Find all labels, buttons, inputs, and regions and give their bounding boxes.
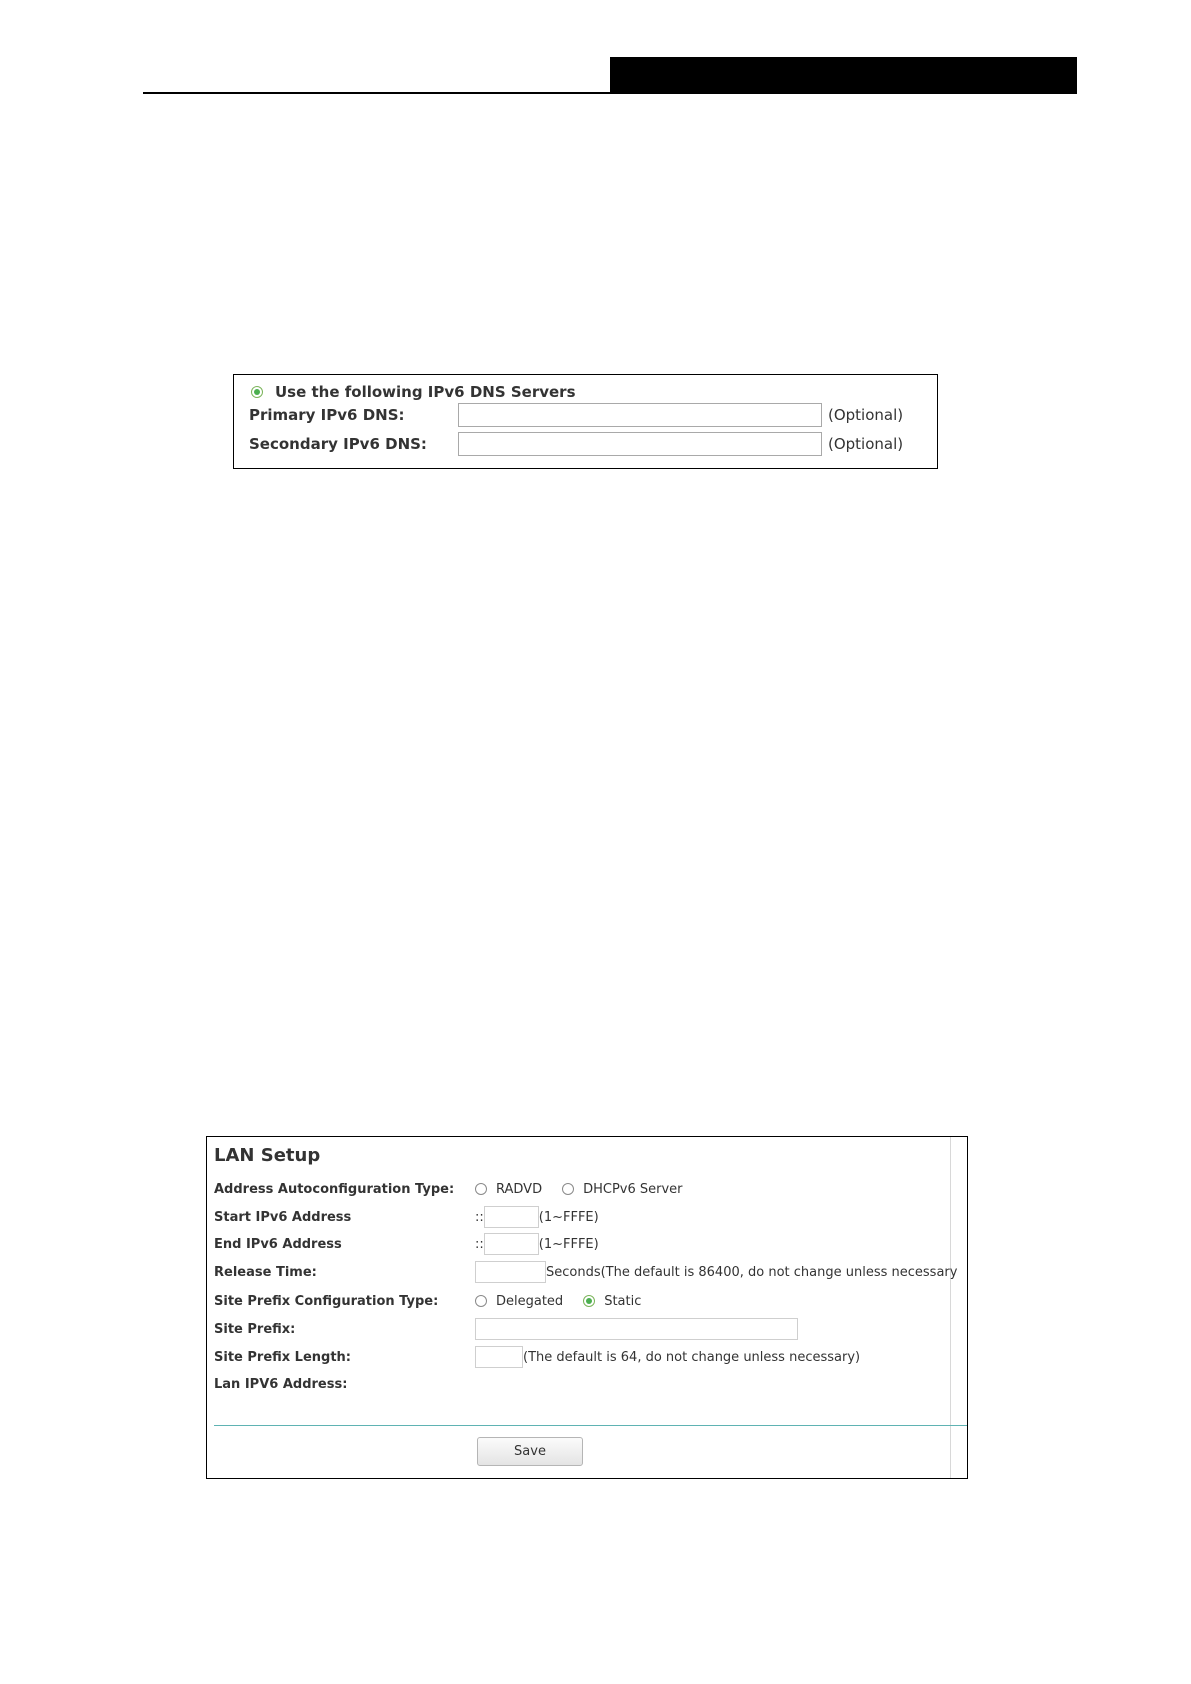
lan-setup-panel	[206, 1136, 968, 1479]
site-prefix-length-input[interactable]	[475, 1346, 523, 1368]
release-time-input[interactable]	[475, 1261, 546, 1283]
end-ipv6-input[interactable]	[484, 1233, 539, 1255]
secondary-dns-input[interactable]	[458, 432, 822, 456]
site-prefix-length-note: (The default is 64, do not change unless necessary)	[523, 1349, 861, 1365]
lan-setup-title: LAN Setup	[214, 1145, 321, 1166]
release-time-row	[214, 1262, 957, 1282]
lan-ipv6-address-label: Lan IPV6 Address:	[214, 1376, 348, 1392]
dhcpv6-server-radio[interactable]	[562, 1183, 574, 1195]
start-ipv6-row	[214, 1207, 599, 1227]
end-ipv6-row	[214, 1234, 599, 1254]
static-radio[interactable]	[583, 1295, 595, 1307]
form-divider	[214, 1425, 967, 1426]
radvd-label: RADVD	[496, 1181, 543, 1197]
secondary-dns-optional-note: (Optional)	[828, 435, 904, 453]
start-ipv6-prefix: ::	[475, 1209, 484, 1225]
secondary-dns-row	[249, 432, 903, 456]
header-black-bar	[610, 57, 1077, 94]
delegated-radio[interactable]	[475, 1295, 487, 1307]
autoconf-type-row	[214, 1179, 703, 1199]
primary-dns-input[interactable]	[458, 403, 822, 427]
site-prefix-type-label: Site Prefix Configuration Type:	[214, 1293, 439, 1309]
delegated-label: Delegated	[496, 1293, 564, 1309]
lan-ipv6-address-row	[214, 1374, 475, 1394]
release-time-label: Release Time:	[214, 1264, 317, 1280]
start-ipv6-label: Start IPv6 Address	[214, 1209, 352, 1225]
autoconf-type-label: Address Autoconfiguration Type:	[214, 1181, 455, 1197]
radvd-radio[interactable]	[475, 1183, 487, 1195]
dhcpv6-server-label: DHCPv6 Server	[583, 1181, 683, 1197]
use-following-dns-option[interactable]	[251, 383, 576, 401]
start-ipv6-range: (1~FFFE)	[538, 1209, 599, 1225]
dns-settings-panel	[233, 374, 938, 469]
primary-dns-row	[249, 403, 903, 427]
site-prefix-input[interactable]	[475, 1318, 798, 1340]
site-prefix-length-label: Site Prefix Length:	[214, 1349, 352, 1365]
end-ipv6-range: (1~FFFE)	[538, 1236, 599, 1252]
radio-checked-icon[interactable]	[251, 386, 263, 398]
end-ipv6-prefix: ::	[475, 1236, 484, 1252]
site-prefix-label: Site Prefix:	[214, 1321, 296, 1337]
primary-dns-optional-note: (Optional)	[828, 406, 904, 424]
save-button[interactable]: Save	[477, 1437, 583, 1466]
panel-edge-rule	[950, 1137, 951, 1478]
site-prefix-length-row	[214, 1347, 860, 1367]
end-ipv6-label: End IPv6 Address	[214, 1236, 342, 1252]
site-prefix-type-row	[214, 1291, 661, 1311]
primary-dns-label: Primary IPv6 DNS:	[249, 406, 405, 424]
release-time-note: Seconds(The default is 86400, do not change unless necessary	[546, 1264, 958, 1280]
site-prefix-row	[214, 1319, 798, 1339]
use-following-dns-label: Use the following IPv6 DNS Servers	[275, 383, 576, 401]
static-label: Static	[604, 1293, 642, 1309]
secondary-dns-label: Secondary IPv6 DNS:	[249, 435, 427, 453]
start-ipv6-input[interactable]	[484, 1206, 539, 1228]
